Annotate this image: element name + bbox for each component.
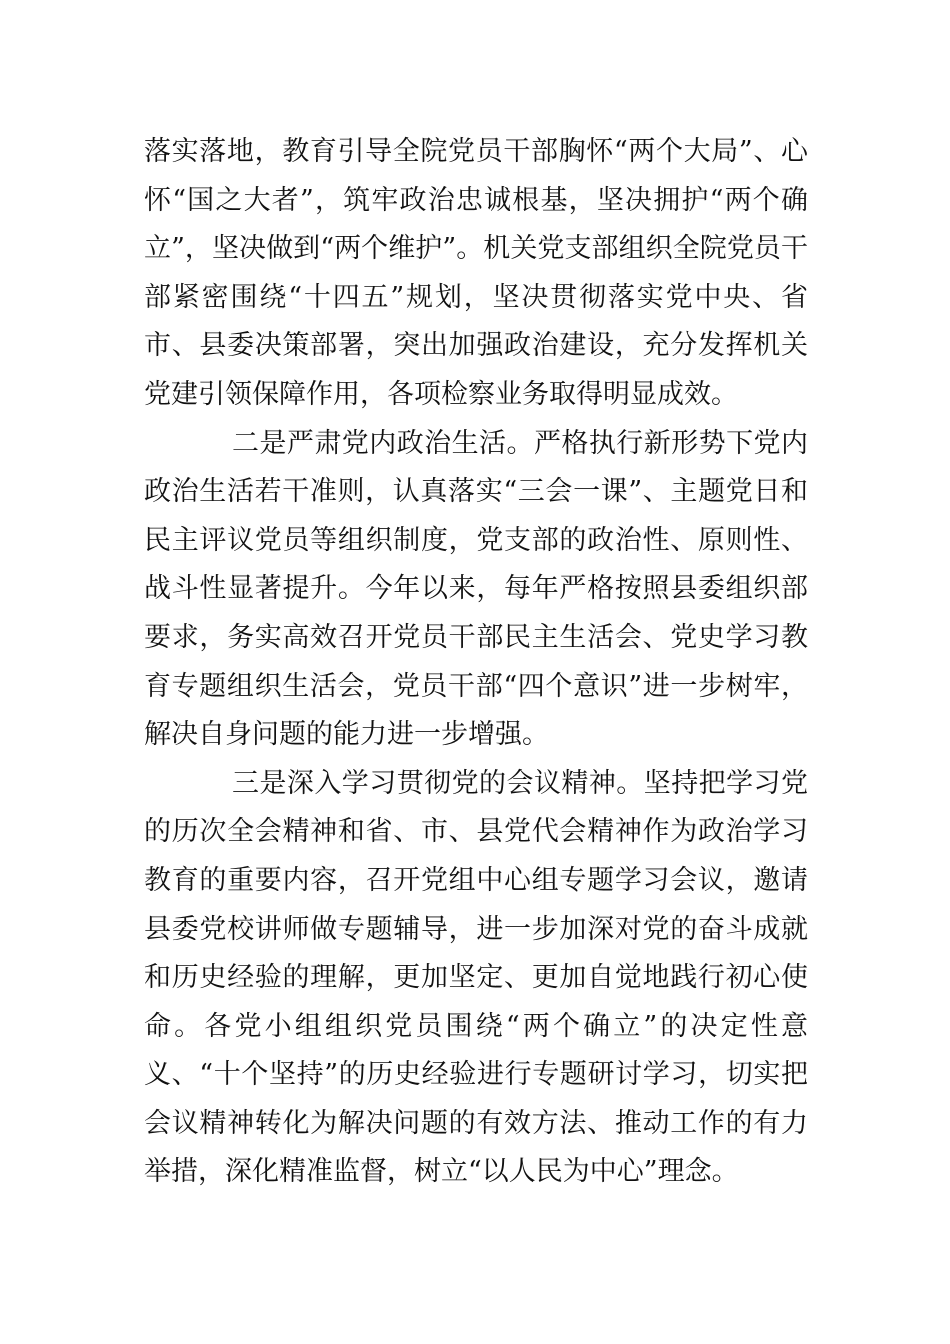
- document-body: [144, 128, 808, 1197]
- paragraph-political-life: 二是严肃党内政治生活。严格执行新形势下党内政治生活若干准则，认真落实“三会一课”、主题党日和民主评议党员等组织制度，党支部的政治性、原则性、战斗性显著提升。今年以来，每年严格按照县委组织部要求，务实高效召开党员干部民主生活会、党史学习教育专题组织生活会，党员干部“四个意识”进一步树牢，解决自身问题的能力进一步增强。: [144, 427, 808, 751]
- paragraph-continuation: 落实落地，教育引导全院党员干部胸怀“两个大局”、心怀“国之大者”，筑牢政治忠诚根基，坚决拥护“两个确立”，坚决做到“两个维护”。机关党支部组织全院党员干部紧密围绕“十四五”规划，坚决贯彻落实党中央、省市、县委决策部署，突出加强政治建设，充分发挥机关党建引领保障作用，各项检察业务取得明显成效。: [144, 136, 808, 410]
- paragraph-meeting-spirit: 三是深入学习贯彻党的会议精神。坚持把学习党的历次全会精神和省、市、县党代会精神作为政治学习教育的重要内容，召开党组中心组专题学习会议，邀请县委党校讲师做专题辅导，进一步加深对党的奋斗成就和历史经验的理解，更加坚定、更加自觉地践行初心使命。各党小组组织党员围绕“两个确立”的决定性意义、“十个坚持”的历史经验进行专题研讨学习，切实把会议精神转化为解决问题的有效方法、推动工作的有力举措，深化精准监督，树立“以人民为中心”理念。: [144, 767, 808, 1188]
